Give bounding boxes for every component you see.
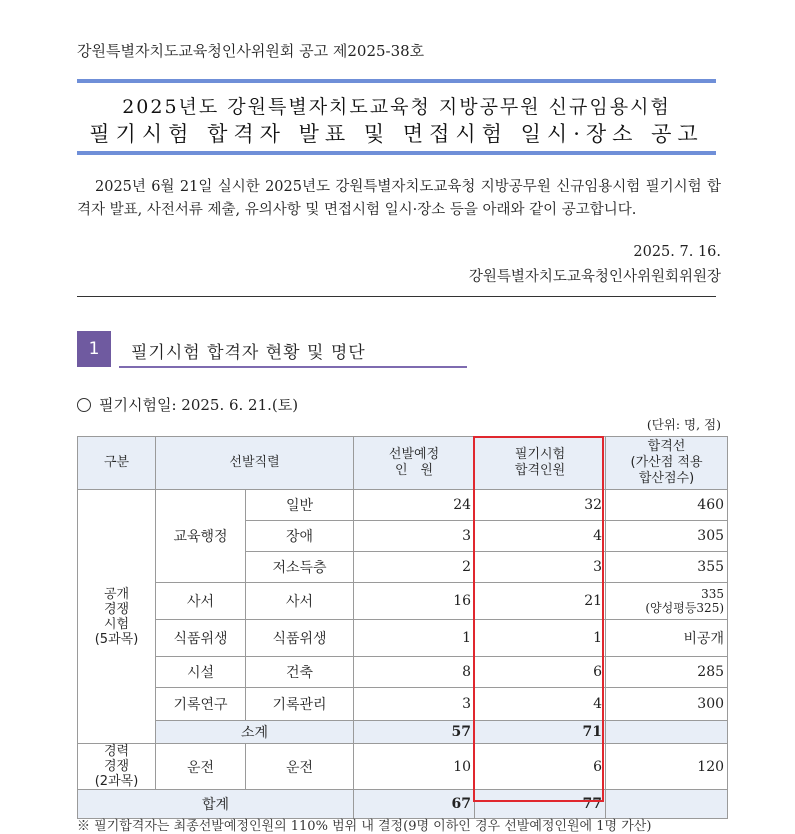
table-row bbox=[78, 583, 728, 620]
announcement-date: 2025. 7. 16. bbox=[633, 244, 721, 260]
table-row bbox=[78, 744, 728, 790]
exam-date bbox=[77, 394, 298, 415]
series-cell: 운전 bbox=[156, 744, 246, 790]
title-bottom-bar bbox=[77, 151, 716, 155]
planned-cell: 3 bbox=[354, 521, 475, 552]
planned-cell: 3 bbox=[354, 688, 475, 721]
cutoff-cell: 300 bbox=[606, 688, 728, 721]
track-cell: 운전 bbox=[246, 744, 354, 790]
circle-bullet-icon bbox=[77, 398, 91, 412]
section-underline bbox=[119, 366, 467, 368]
table-row bbox=[78, 620, 728, 657]
planned-cell: 2 bbox=[354, 552, 475, 583]
total-label: 합계 bbox=[78, 790, 354, 819]
signer: 강원특별자치도교육청인사위원회위원장 bbox=[468, 269, 721, 285]
planned-cell: 24 bbox=[354, 490, 475, 521]
intro-paragraph: 2025년 6월 21일 실시한 2025년도 강원특별자치도교육청 지방공무원 신규임용시험 필기시험 합격자 발표, 사전서류 제출, 유의사항 및 면접시험 일시·장소 등을 아래와 같이 공고합니다. bbox=[77, 179, 721, 218]
cutoff-cell: 460 bbox=[606, 490, 728, 521]
track-cell: 식품위생 bbox=[246, 620, 354, 657]
series-cell: 기록연구 bbox=[156, 688, 246, 721]
cutoff-cell: 120 bbox=[606, 744, 728, 790]
table-header-row bbox=[78, 437, 728, 490]
header-passed: 필기시험 합격인원 bbox=[475, 437, 606, 490]
passed-cell: 4 bbox=[475, 521, 606, 552]
track-cell: 장애 bbox=[246, 521, 354, 552]
footnote: ※ 필기합격자는 최종선발예정인원의 110% 범위 내 결정(9명 이하인 경우 선발예정인원에 1명 가산) bbox=[77, 819, 652, 834]
cutoff-cell: 비공개 bbox=[606, 620, 728, 657]
planned-cell: 8 bbox=[354, 657, 475, 688]
header-division: 구분 bbox=[78, 437, 156, 490]
series-cell: 시설 bbox=[156, 657, 246, 688]
section-number-badge: 1 bbox=[77, 331, 111, 367]
career-competition-label: 경력 경쟁 (2과목) bbox=[78, 744, 156, 790]
table-row bbox=[78, 688, 728, 721]
passed-cell: 4 bbox=[475, 688, 606, 721]
track-cell: 건축 bbox=[246, 657, 354, 688]
notice-number: 강원특별자치도교육청인사위원회 공고 제2025-38호 bbox=[77, 42, 425, 60]
planned-cell: 10 bbox=[354, 744, 475, 790]
planned-cell: 1 bbox=[354, 620, 475, 657]
unit-label: (단위: 명, 점) bbox=[646, 417, 721, 432]
cutoff-cell: 335 (양성평등325) bbox=[606, 583, 728, 620]
title-line-2: 필기시험 합격자 발표 및 면접시험 일시·장소 공고 bbox=[89, 122, 704, 146]
track-cell: 사서 bbox=[246, 583, 354, 620]
divider bbox=[77, 296, 716, 297]
passed-cell: 21 bbox=[475, 583, 606, 620]
cutoff-cell: 305 bbox=[606, 521, 728, 552]
cutoff-cell: 285 bbox=[606, 657, 728, 688]
cutoff-cell: 355 bbox=[606, 552, 728, 583]
title-line-1: 2025년도 강원특별자치도교육청 지방공무원 신규임용시험 bbox=[122, 96, 671, 118]
subtotal-row bbox=[78, 721, 728, 744]
title-top-bar bbox=[77, 79, 716, 83]
results-table bbox=[77, 436, 728, 819]
header-cutoff: 합격선 (가산점 적용 합산점수) bbox=[606, 437, 728, 490]
passed-cell: 3 bbox=[475, 552, 606, 583]
series-cell: 사서 bbox=[156, 583, 246, 620]
section-title: 필기시험 합격자 현황 및 명단 bbox=[131, 343, 366, 363]
series-cell: 식품위생 bbox=[156, 620, 246, 657]
open-competition-label: 공개 경쟁 시험 (5과목) bbox=[78, 490, 156, 744]
subtotal-planned: 57 bbox=[354, 721, 475, 744]
track-cell: 저소득층 bbox=[246, 552, 354, 583]
subtotal-label: 소계 bbox=[156, 721, 354, 744]
passed-cell: 32 bbox=[475, 490, 606, 521]
track-cell: 기록관리 bbox=[246, 688, 354, 721]
passed-cell: 6 bbox=[475, 744, 606, 790]
track-cell: 일반 bbox=[246, 490, 354, 521]
passed-column-highlight bbox=[473, 436, 604, 802]
total-passed: 77 bbox=[475, 790, 606, 819]
series-cell: 교육행정 bbox=[156, 490, 246, 583]
header-planned: 선발예정 인 원 bbox=[354, 437, 475, 490]
table-row bbox=[78, 657, 728, 688]
table-row bbox=[78, 490, 728, 521]
subtotal-passed: 71 bbox=[475, 721, 606, 744]
total-planned: 67 bbox=[354, 790, 475, 819]
header-job: 선발직렬 bbox=[156, 437, 354, 490]
planned-cell: 16 bbox=[354, 583, 475, 620]
passed-cell: 6 bbox=[475, 657, 606, 688]
passed-cell: 1 bbox=[475, 620, 606, 657]
subtotal-cutoff-empty bbox=[606, 721, 728, 744]
exam-date-text: 필기시험일: 2025. 6. 21.(토) bbox=[99, 396, 299, 414]
